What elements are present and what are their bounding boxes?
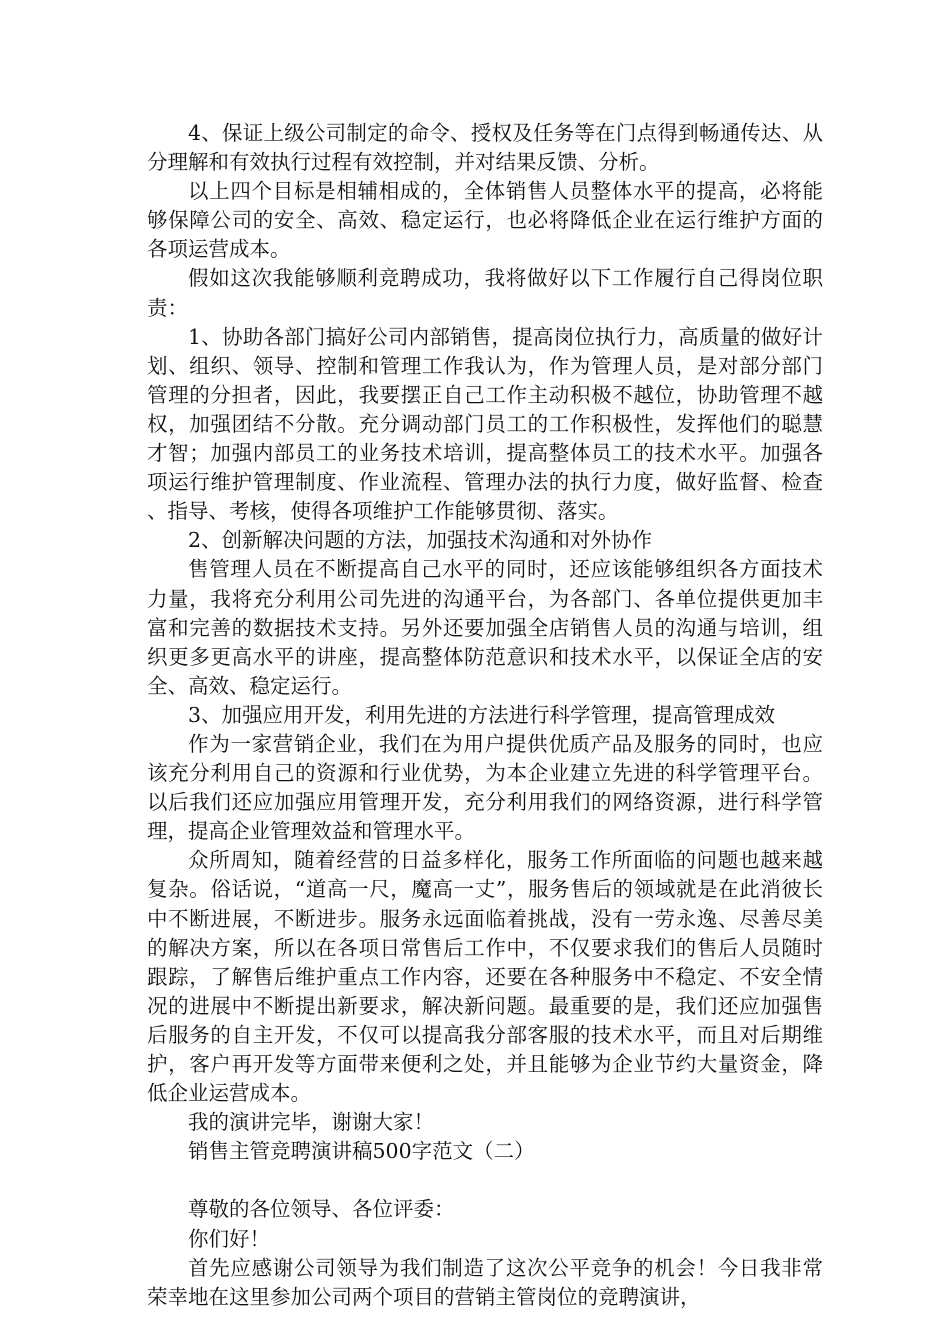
paragraph-duties-intro: 假如这次我能够顺利竞聘成功，我将做好以下工作履行自己得岗位职责： <box>147 266 823 320</box>
paragraph-greeting: 你们好！ <box>188 1226 270 1251</box>
paragraph-opening: 首先应感谢公司领导为我们制造了这次公平竞争的机会！今日我非常荣幸地在这里参加公司两个项目的营销主管岗位的竞聘演讲， <box>147 1255 823 1309</box>
section-title-sample-2: 销售主管竞聘演讲稿500字范文（二） <box>188 1139 535 1164</box>
paragraph-goals-summary: 以上四个目标是相辅相成的，全体销售人员整体水平的提高，必将能够保障公司的安全、高效、稳定运行，也必将降低企业在运行维护方面的各项运营成本。 <box>147 179 823 262</box>
paragraph-duty-3-heading: 3、加强应用开发，利用先进的方法进行科学管理，提高管理成效 <box>188 702 776 727</box>
paragraph-service-challenges: 众所周知，随着经营的日益多样化，服务工作所面临的问题也越来越复杂。俗话说，“道高一尺，魔高一丈”，服务售后的领域就是在此消彼长中不断进展，不断进步。服务永远面临着挑战，没有一劳永逸、尽善尽美的解决方案，所以在各项日常售后工作中，不仅要求我们的售后人员随时跟踪，了解售后维护重点工作内容，还要在各种服务中不稳定、不安全情况的进展中不断提出新要求，解决新问题。最重要的是，我们还应加强售后服务的自主开发，不仅可以提高我分部客服的技术水平，而且对后期维护，客户再开发等方面带来便利之处，并且能够为企业节约大量资金，降低企业运营成本。 <box>147 848 823 1106</box>
paragraph-duty-1: 1、协助各部门搞好公司内部销售，提高岗位执行力，高质量的做好计划、组织、领导、控制和管理工作我认为，作为管理人员，是对部分部门管理的分担者，因此，我要摆正自己工作主动积极不越位，协助管理不越权，加强团结不分散。充分调动部门员工的工作积极性，发挥他们的聪慧才智；加强内部员工的业务技术培训，提高整体员工的技术水平。加强各项运行维护管理制度、作业流程、管理办法的执行力度，做好监督、检查、指导、考核，使得各项维护工作能够贯彻、落实。 <box>147 324 823 524</box>
blank-line <box>147 1166 823 1195</box>
paragraph-goal-4: 4、保证上级公司制定的命令、授权及任务等在门点得到畅通传达、从分理解和有效执行过程有效控制，并对结果反馈、分析。 <box>147 121 823 175</box>
paragraph-salutation: 尊敬的各位领导、各位评委： <box>188 1197 455 1222</box>
paragraph-duty-2-heading: 2、创新解决问题的方法，加强技术沟通和对外协作 <box>188 528 653 553</box>
paragraph-closing: 我的演讲完毕，谢谢大家！ <box>188 1110 434 1135</box>
paragraph-duty-3-body: 作为一家营销企业，我们在为用户提供优质产品及服务的同时，也应该充分利用自己的资源和行业优势，为本企业建立先进的科学管理平台。以后我们还应加强应用管理开发，充分利用我们的网络资源，进行科学管理，提高企业管理效益和管理水平。 <box>147 731 823 844</box>
document-body <box>147 119 823 1312</box>
paragraph-duty-2-body: 售管理人员在不断提高自己水平的同时，还应该能够组织各方面技术力量，我将充分利用公司先进的沟通平台，为各部门、各单位提供更加丰富和完善的数据技术支持。另外还要加强全店销售人员的沟通与培训，组织更多更高水平的讲座，提高整体防范意识和技术水平，以保证全店的安全、高效、稳定运行。 <box>147 557 823 698</box>
